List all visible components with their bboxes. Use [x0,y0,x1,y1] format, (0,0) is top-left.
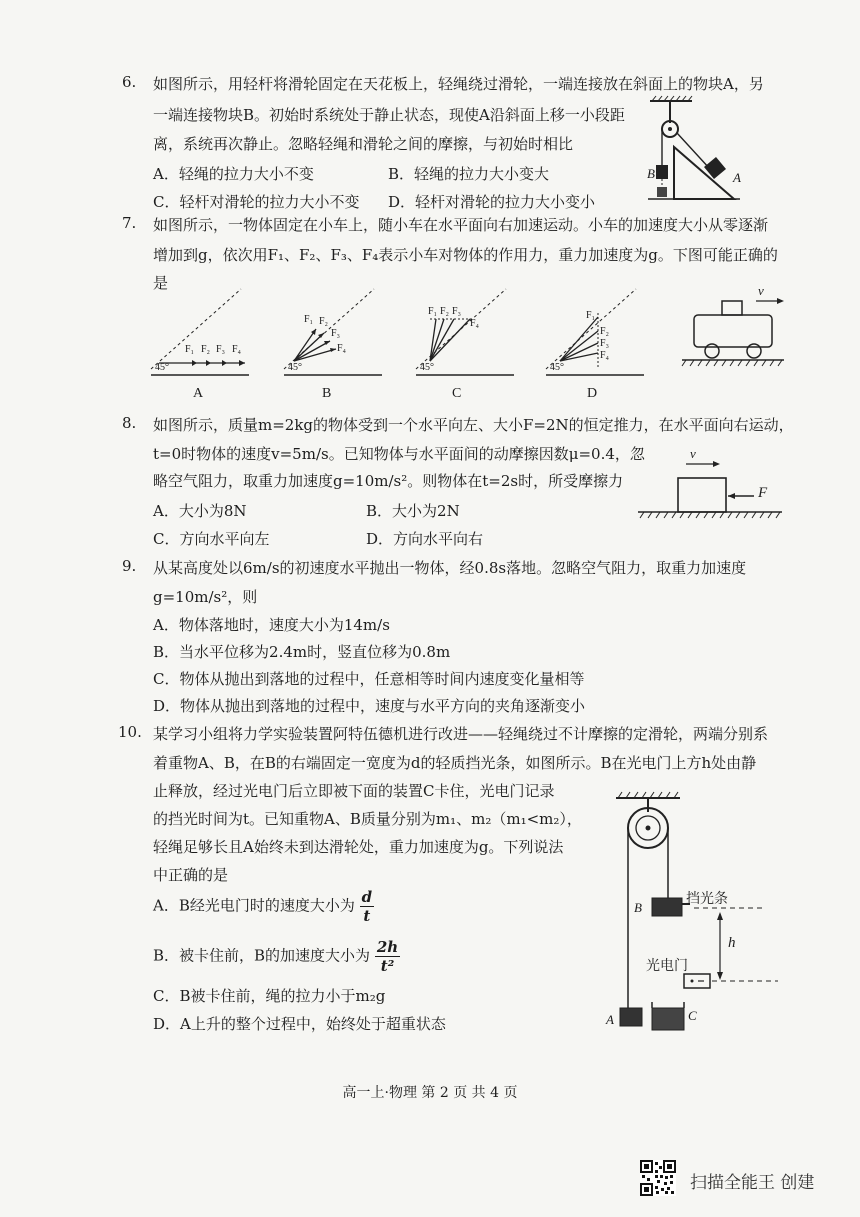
q10-a-numerator: d [361,888,373,906]
q6-figure-pulley-incline [640,95,750,205]
q10-line-1: 某学习小组将力学实验装置阿特伍德机进行改进——轻绳绕过不计摩擦的定滑轮，两端分别系 [153,725,769,743]
q7-line-3: 是 [153,274,169,292]
q6-number: 6. [122,73,137,91]
q7c-f4: F₄ [470,318,480,329]
q10-b-numerator: 2h [376,938,399,956]
q7b-f3: F₃ [331,328,341,339]
q8-number: 8. [122,414,137,432]
q7d-f2: F₂ [600,326,610,337]
q6-option-a: A．轻绳的拉力大小不变 [153,165,314,183]
q7a-f4: F₄ [232,344,242,355]
q8-figure-v: v [690,446,696,461]
q6-option-b: B．轻绳的拉力大小变大 [388,165,550,183]
q8-option-b: B．大小为2N [366,502,460,520]
page-footer: 高一上·物理 第 2 页 共 4 页 [342,1085,518,1101]
q7-label-b: B [322,386,332,401]
q10-line-4: 的挡光时间为t。已知重物A、B质量分别为m₁、m₂（m₁<m₂）， [153,810,582,828]
q10-line-6: 中正确的是 [153,866,229,884]
q10-figure-strip-label: 挡光条 [686,892,728,907]
q7d-f4: F₄ [600,350,610,361]
q6-option-d: D．轻杆对滑轮的拉力大小变小 [388,193,596,211]
q9-line-1: 从某高度处以6m/s的初速度水平抛出一物体，经0.8s落地。忽略空气阻力，取重力加速度 [153,559,747,577]
q10-option-a-text: A．B经光电门时的速度大小为 [153,896,355,915]
q10-number: 10. [118,723,142,741]
q7-number: 7. [122,214,137,232]
q8-line-2: t=0时物体的速度v=5m/s。已知物体与水平面间的动摩擦因数μ=0.4，忽 [153,445,645,463]
q7c-f2: F₂ [440,306,450,317]
q7-label-d: D [587,386,598,401]
q9-option-d: D．物体从抛出到落地的过程中，速度与水平方向的夹角逐渐变小 [153,697,586,715]
q7b-f4: F₄ [337,343,347,354]
scanner-watermark: 扫描全能王 创建 [690,1173,815,1193]
q9-option-b: B．当水平位移为2.4m时，竖直位移为0.8m [153,643,451,661]
q8-line-3: 略空气阻力，取重力加速度g=10m/s²。则物体在t=2s时，所受摩擦力 [153,472,624,490]
q7b-f2: F₂ [319,316,329,327]
q9-option-a: A．物体落地时，速度大小为14m/s [153,616,390,634]
q7d-f1: F₁ [586,310,596,321]
q10-a-denominator: t [363,907,371,925]
q10-option-c: C．B被卡住前，绳的拉力小于m₂g [153,987,386,1005]
q6-figure-label-a: A [733,170,741,185]
q9-line-2: g=10m/s²，则 [153,588,258,606]
q7a-f2: F₂ [201,344,211,355]
q7-label-a: A [193,386,204,401]
qr-code-icon [640,1160,676,1196]
q10-option-a [153,888,374,925]
q7d-angle: 45° [550,362,564,373]
q10-figure-gate-label: 光电门 [646,959,688,974]
q10-figure-atwood [600,790,800,1040]
q10-figure-a: A [606,1012,614,1027]
q10-option-b-text: B．被卡住前，B的加速度大小为 [153,946,371,965]
q7-label-c: C [452,386,462,401]
q10-line-3: 止释放，经过光电门后立即被下面的装置C卡住，光电门记录 [153,782,555,800]
q10-option-d: D．A上升的整个过程中，始终处于超重状态 [153,1015,446,1033]
q10-line-5: 轻绳足够长且A始终未到达滑轮处，重力加速度为g。下列说法 [153,838,564,856]
q10-figure-b: B [634,900,642,915]
q6-option-c: C．轻杆对滑轮的拉力大小不变 [153,193,360,211]
q8-option-d: D．方向水平向右 [366,530,484,548]
q10-option-b [153,938,400,975]
q9-option-c: C．物体从抛出到落地的过程中，任意相等时间内速度变化量相等 [153,670,585,688]
q8-option-c: C．方向水平向左 [153,530,270,548]
q7c-f1: F₁ [428,306,438,317]
q10-option-b-fraction [375,938,400,975]
q6-line-2: 一端连接物块B。初始时系统处于静止状态，现使A沿斜面上移一小段距 [153,106,625,124]
q7-figure-cart [680,285,790,375]
q6-line-3: 离，系统再次静止。忽略轻绳和滑轮之间的摩擦，与初始时相比 [153,135,574,153]
q7d-f3: F₃ [600,338,610,349]
q6-figure-label-b: B [647,166,655,181]
q7b-f1: F₁ [304,314,314,325]
q7a-angle: 45° [155,362,169,373]
q10-figure-h: h [728,935,736,951]
q6-line-1: 如图所示，用轻杆将滑轮固定在天花板上，轻绳绕过滑轮，一端连接放在斜面上的物块A，另 [153,75,764,93]
q8-option-a: A．大小为8N [153,502,247,520]
q9-number: 9. [122,557,137,575]
q7c-angle: 45° [420,362,434,373]
q7c-f3: F₃ [452,306,462,317]
q7b-angle: 45° [288,362,302,373]
q7a-f1: F₁ [185,344,195,355]
q7-line-2: 增加到g，依次用F₁、F₂、F₃、F₄表示小车对物体的作用力，重力加速度为g。下图可能正确的 [153,246,778,264]
q7a-f3: F₃ [216,344,226,355]
q10-b-denominator: t² [380,957,395,975]
q10-figure-c: C [688,1008,697,1023]
q10-option-a-fraction [360,888,375,925]
q8-figure-f: F [758,485,768,501]
q10-line-2: 着重物A、B，在B的右端固定一宽度为d的轻质挡光条，如图所示。B在光电门上方h处由静 [153,754,757,772]
q8-line-1: 如图所示，质量m=2kg的物体受到一个水平向左、大小F=2N的恒定推力，在水平面向右运动， [153,416,794,434]
q7-line-1: 如图所示，一物体固定在小车上，随小车在水平面向右加速运动。小车的加速度大小从零逐渐 [153,216,769,234]
q7-cart-velocity: v [758,283,764,298]
